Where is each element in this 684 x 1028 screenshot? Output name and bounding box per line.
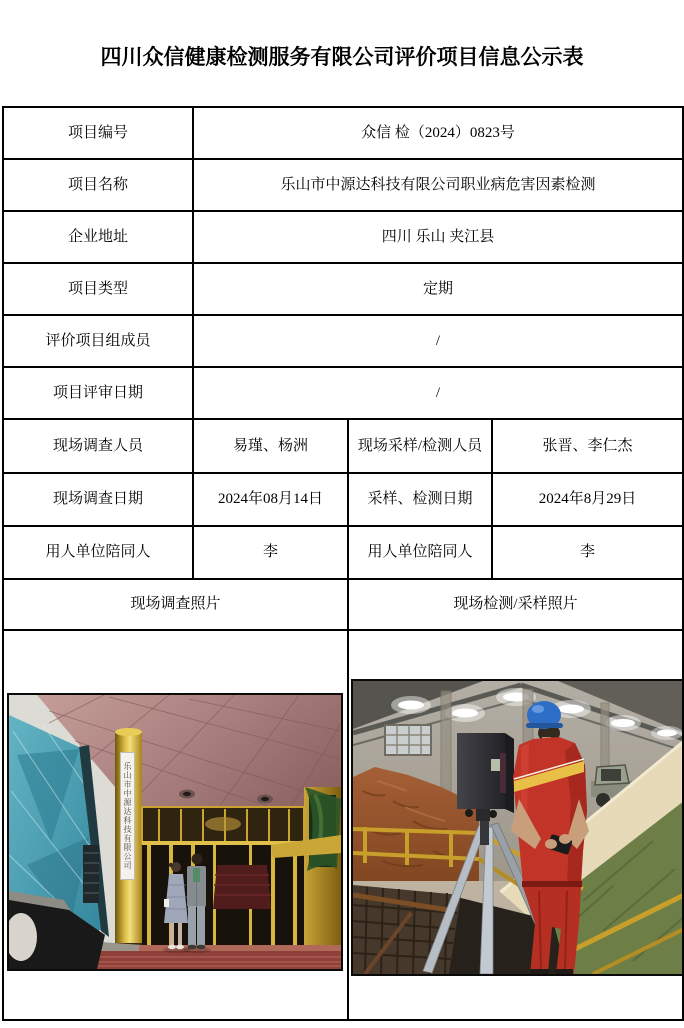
field-value: 乐山市中源达科技有限公司职业病危害因素检测 <box>193 159 683 211</box>
field-value: 李 <box>193 526 348 579</box>
industrial-sampling-scene <box>353 681 683 974</box>
field-value: 李 <box>492 526 683 579</box>
field-value: 2024年08月14日 <box>193 473 348 526</box>
recessed-light <box>257 794 273 803</box>
sampling-photo-cell <box>348 630 683 1020</box>
building-entrance-scene <box>9 695 341 969</box>
company-sign: 乐山市中源达科技有限公司 <box>120 752 135 880</box>
field-label: 项目名称 <box>3 159 193 211</box>
recessed-light <box>179 789 195 798</box>
photo-header-left: 现场调查照片 <box>3 579 348 630</box>
field-value: / <box>193 367 683 419</box>
field-label: 现场采样/检测人员 <box>348 419 492 473</box>
field-value: 张晋、李仁杰 <box>492 419 683 473</box>
field-label: 项目编号 <box>3 107 193 159</box>
field-label: 用人单位陪同人 <box>348 526 492 579</box>
field-value: 众信 检（2024）0823号 <box>193 107 683 159</box>
site-survey-photo <box>7 693 343 971</box>
sampling-photo <box>351 679 683 976</box>
field-label: 企业地址 <box>3 211 193 263</box>
field-value: / <box>193 315 683 367</box>
field-value: 定期 <box>193 263 683 315</box>
field-label: 用人单位陪同人 <box>3 526 193 579</box>
field-value: 2024年8月29日 <box>492 473 683 526</box>
field-label: 项目评审日期 <box>3 367 193 419</box>
field-label: 采样、检测日期 <box>348 473 492 526</box>
field-value: 四川 乐山 夹江县 <box>193 211 683 263</box>
field-label: 评价项目组成员 <box>3 315 193 367</box>
entrance-doors <box>142 807 304 947</box>
instrument-box <box>457 733 514 821</box>
field-label: 现场调查日期 <box>3 473 193 526</box>
photo-header-right: 现场检测/采样照片 <box>348 579 683 630</box>
wall-window <box>385 725 431 755</box>
field-value: 易瑾、杨洲 <box>193 419 348 473</box>
field-label: 现场调查人员 <box>3 419 193 473</box>
info-table <box>2 106 684 1021</box>
survey-photo-cell <box>3 630 348 1020</box>
page-title: 四川众信健康检测服务有限公司评价项目信息公示表 <box>100 46 584 69</box>
field-label: 项目类型 <box>3 263 193 315</box>
